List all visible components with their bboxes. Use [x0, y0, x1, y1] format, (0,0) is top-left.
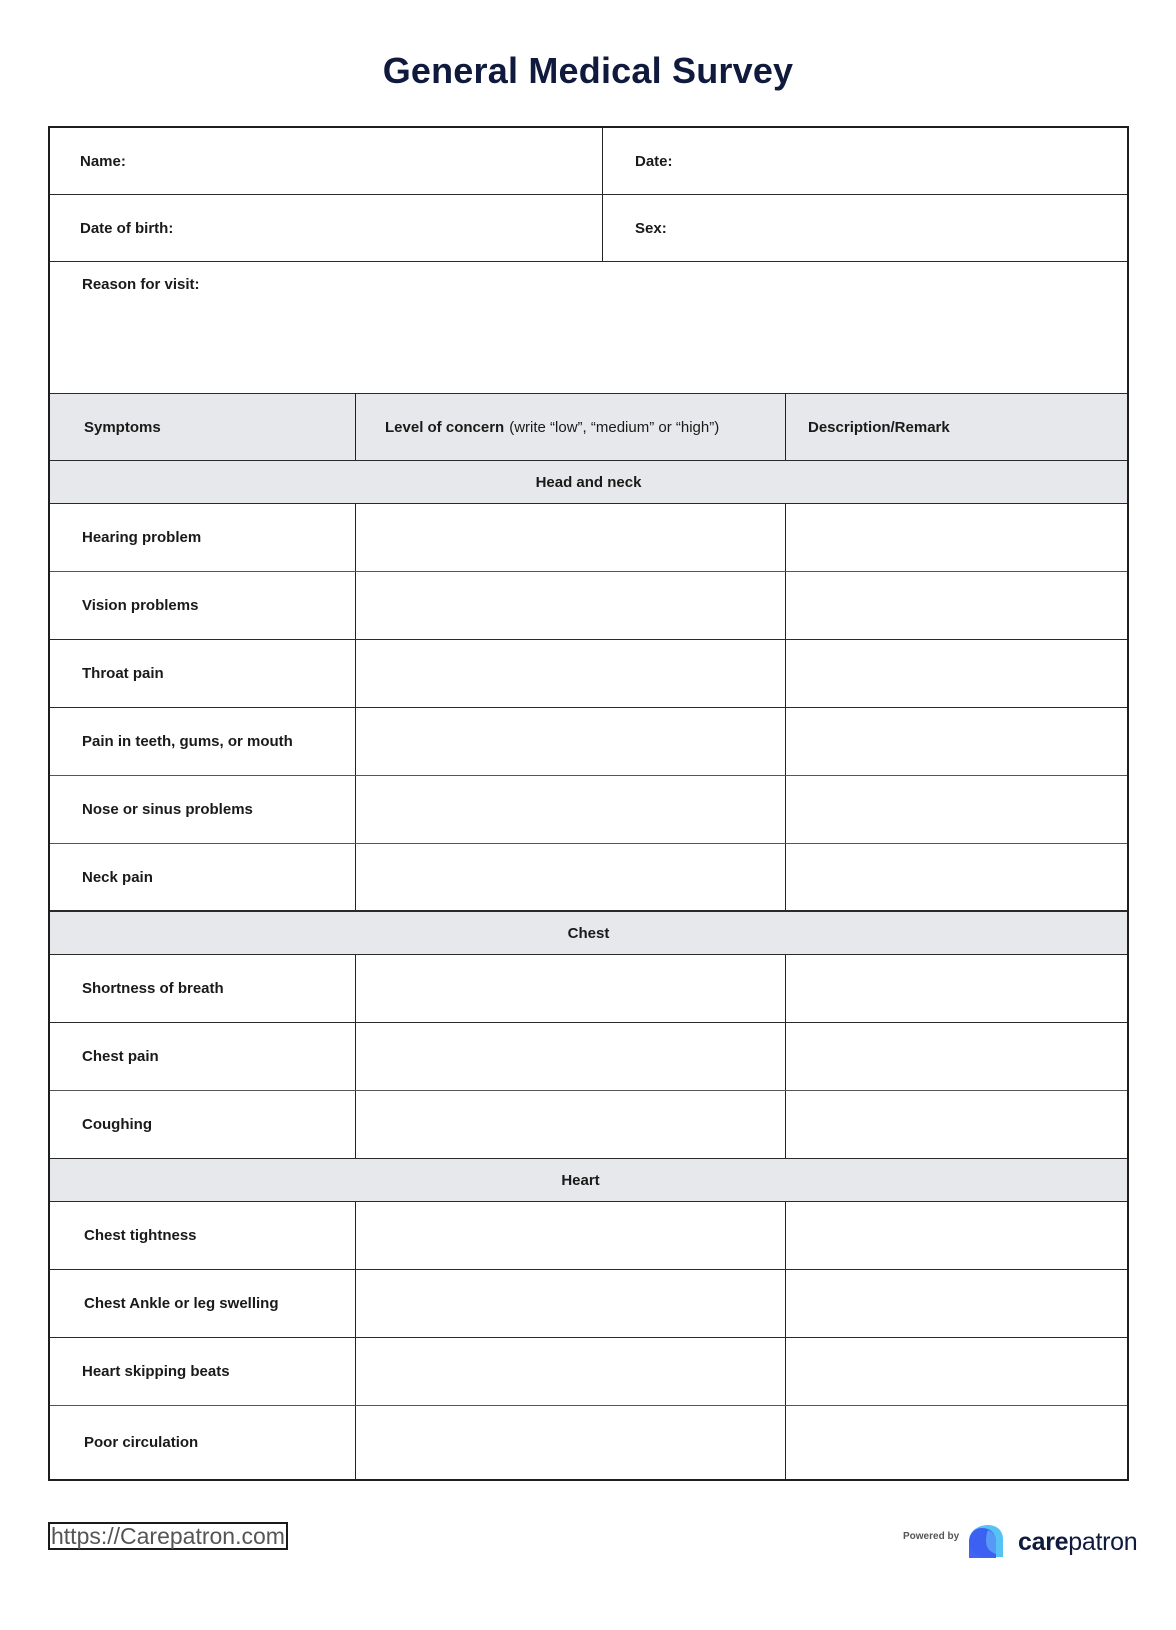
section-heart — [50, 1159, 1127, 1202]
symptom-label: Chest pain — [82, 1048, 159, 1065]
name-label: Name: — [80, 152, 126, 170]
remark-input[interactable] — [785, 776, 1127, 843]
dob-sex-row — [50, 195, 1127, 262]
remark-input[interactable] — [785, 504, 1127, 571]
symptom-label: Poor circulation — [84, 1434, 199, 1451]
symptom-label: Coughing — [82, 1116, 152, 1133]
table-row — [50, 708, 1127, 776]
carepatron-link[interactable]: https://Carepatron.com — [48, 1522, 288, 1550]
table-row — [50, 955, 1127, 1023]
table-row — [50, 776, 1127, 844]
table-row — [50, 1091, 1127, 1159]
symptom-label: Nose or sinus problems — [82, 801, 253, 818]
carepatron-logo-icon — [968, 1524, 1018, 1558]
concern-input[interactable] — [355, 1023, 785, 1090]
remark-input[interactable] — [785, 1091, 1127, 1158]
date-field[interactable] — [602, 128, 1127, 194]
remark-input[interactable] — [785, 1270, 1127, 1337]
remark-input[interactable] — [785, 1023, 1127, 1090]
reason-label: Reason for visit: — [82, 276, 200, 293]
concern-input[interactable] — [355, 504, 785, 571]
table-row — [50, 1270, 1127, 1338]
section-chest — [50, 912, 1127, 955]
powered-by-label: Powered by — [903, 1531, 960, 1542]
remark-input[interactable] — [785, 572, 1127, 639]
remark-input[interactable] — [785, 708, 1127, 775]
concern-input[interactable] — [355, 708, 785, 775]
table-row — [50, 1023, 1127, 1091]
symptom-label: Pain in teeth, gums, or mouth — [82, 733, 293, 750]
brand-bold: care — [1018, 1528, 1069, 1556]
remark-input[interactable] — [785, 955, 1127, 1022]
name-date-row — [50, 128, 1127, 195]
page-title: General Medical Survey — [382, 50, 794, 91]
concern-input[interactable] — [355, 844, 785, 910]
survey-form — [48, 126, 1129, 1481]
symptom-label: Heart skipping beats — [82, 1363, 230, 1380]
table-row — [50, 844, 1127, 912]
table-row — [50, 1338, 1127, 1406]
carepatron-logo-text — [1018, 1528, 1137, 1557]
symptom-label: Vision problems — [82, 597, 199, 614]
dob-label: Date of birth: — [80, 219, 174, 237]
reason-row — [50, 262, 1127, 394]
symptom-label: Chest Ankle or leg swelling — [84, 1295, 279, 1312]
symptom-label: Chest tightness — [84, 1227, 197, 1244]
date-label: Date: — [635, 152, 673, 170]
remark-input[interactable] — [785, 1406, 1127, 1479]
concern-input[interactable] — [355, 776, 785, 843]
sex-label: Sex: — [635, 219, 667, 237]
sex-field[interactable] — [602, 195, 1127, 261]
symptom-label: Neck pain — [82, 868, 153, 886]
section-head-and-neck — [50, 461, 1127, 504]
header-level-of-concern — [355, 394, 785, 460]
header-description: Description/Remark — [785, 394, 1127, 460]
remark-input[interactable] — [785, 1338, 1127, 1405]
table-row — [50, 640, 1127, 708]
table-row — [50, 504, 1127, 572]
concern-input[interactable] — [355, 1406, 785, 1479]
concern-input[interactable] — [355, 1091, 785, 1158]
section-title: Heart — [561, 1171, 600, 1189]
concern-input[interactable] — [355, 1202, 785, 1269]
concern-input[interactable] — [355, 572, 785, 639]
symptom-label: Shortness of breath — [82, 980, 224, 997]
concern-input[interactable] — [355, 1270, 785, 1337]
brand-regular: patron — [1068, 1528, 1138, 1556]
remark-input[interactable] — [785, 640, 1127, 707]
remark-input[interactable] — [785, 844, 1127, 910]
concern-input[interactable] — [355, 1338, 785, 1405]
dob-field[interactable] — [50, 195, 602, 261]
header-concern-title: Level of concern — [385, 418, 505, 436]
symptom-label: Hearing problem — [82, 529, 202, 546]
concern-input[interactable] — [355, 955, 785, 1022]
name-field[interactable] — [50, 128, 602, 194]
section-title: Chest — [567, 924, 610, 942]
reason-for-visit-field[interactable] — [50, 262, 1127, 293]
table-row — [50, 1406, 1127, 1479]
remark-input[interactable] — [785, 1202, 1127, 1269]
table-row — [50, 1202, 1127, 1270]
table-row — [50, 572, 1127, 640]
section-title: Head and neck — [535, 473, 642, 491]
symptom-label: Throat pain — [82, 665, 164, 682]
header-symptoms: Symptoms — [84, 418, 161, 436]
header-concern-note: (write “low”, “medium” or “high”) — [509, 418, 720, 436]
table-header — [50, 394, 1127, 461]
concern-input[interactable] — [355, 640, 785, 707]
